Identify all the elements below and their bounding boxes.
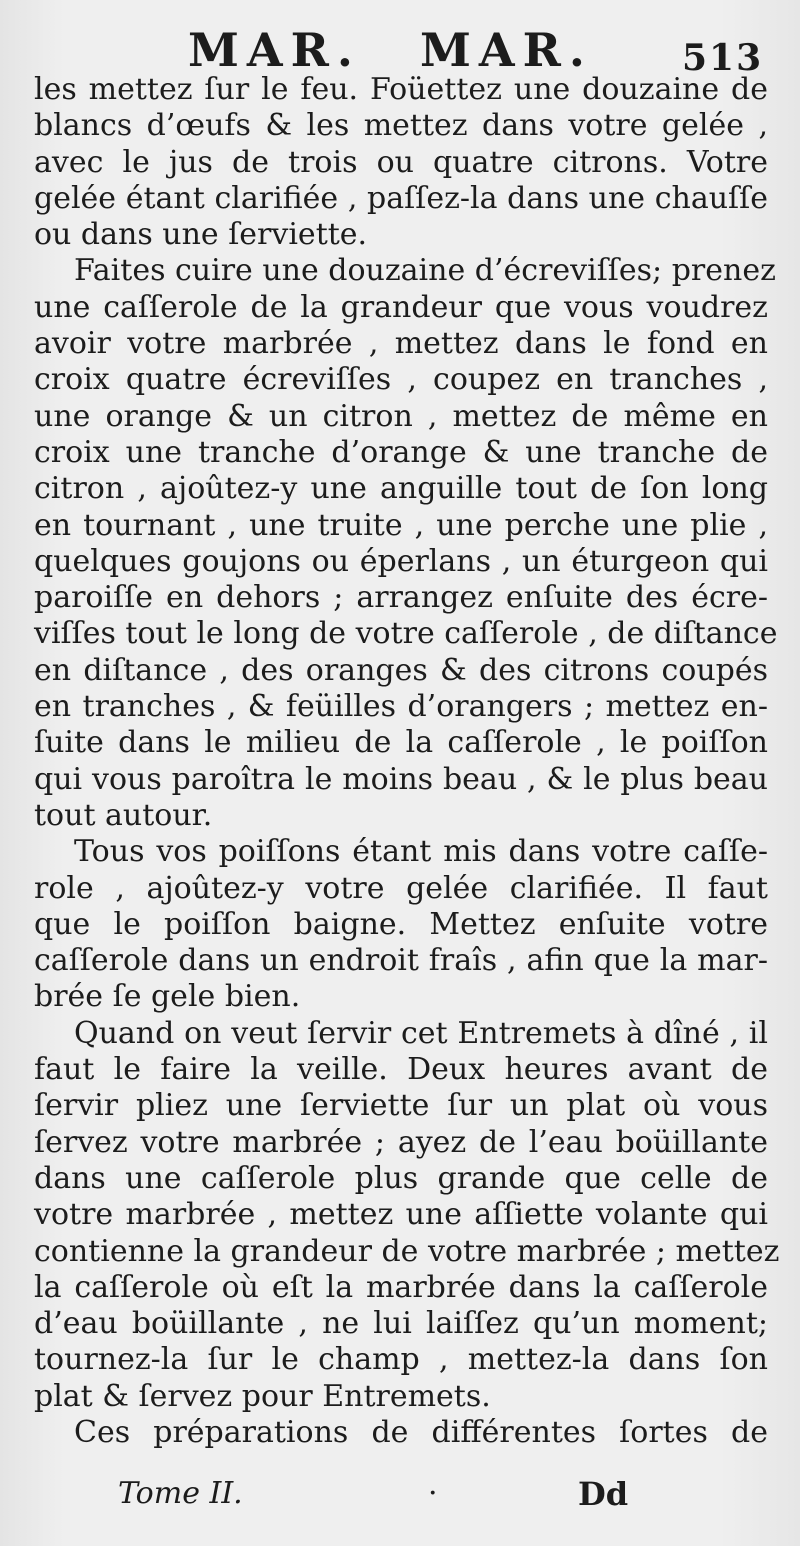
text-line: contienne la grandeur de votre marbrée ; mettez <box>34 1233 780 1269</box>
header-left-title: MAR. <box>188 23 361 77</box>
text-line: croix une tranche d’orange & une tranche de <box>34 434 768 470</box>
paragraph-4 <box>34 1015 780 1415</box>
running-header <box>0 10 800 80</box>
text-line: en diſtance , des oranges & des citrons coupés <box>34 652 768 688</box>
text-line: gelée étant clarifiée , paſſez-la dans une chauſſe <box>34 180 768 216</box>
text-line: tournez-la ſur le champ , mettez-la dans ſon <box>34 1342 768 1378</box>
text-line: ſervez votre marbrée ; ayez de l’eau boüillante <box>34 1124 768 1160</box>
text-line: role , ajoûtez-y votre gelée clarifiée. Il faut <box>34 870 768 906</box>
text-line: ſuite dans le milieu de la caſſerole , le poiſſon <box>34 725 768 761</box>
text-line: votre marbrée , mettez une aſſiette volante qui <box>34 1197 768 1233</box>
signature-mark: Dd <box>578 1475 629 1513</box>
text-line: blancs d’œufs & les mettez dans votre gelée , <box>34 108 768 144</box>
text-line: une caſſerole de la grandeur que vous voudrez <box>34 289 768 325</box>
text-line: avoir votre marbrée , mettez dans le fond en <box>34 326 768 362</box>
text-line: ſervir pliez une ſerviette ſur un plat où vous <box>34 1088 768 1124</box>
text-line: ou dans une ſerviette. <box>34 217 368 253</box>
text-line: viſſes tout le long de votre caſſerole , de diſtance <box>34 616 778 652</box>
paragraph-1 <box>34 72 768 253</box>
page-number: 513 <box>682 37 764 79</box>
text-line: quelques goujons ou éperlans , un éturgeon qui <box>34 543 768 579</box>
paragraph-2 <box>34 253 778 834</box>
volume-label: Tome II. <box>118 1476 243 1511</box>
text-line: la caſſerole où eſt la marbrée dans la caſſerole <box>34 1269 768 1305</box>
text-line: citron , ajoûtez-y une anguille tout de ſon long <box>34 471 768 507</box>
text-line: une orange & un citron , mettez de même en <box>34 398 768 434</box>
text-line: Quand on veut ſervir cet Entremets à dîné , il <box>74 1015 768 1051</box>
text-line: en tournant , une truite , une perche une plie , <box>34 507 768 543</box>
text-line: plat & ſervez pour Entremets. <box>34 1378 491 1414</box>
text-line: d’eau boüillante , ne lui laiſſez qu’un moment; <box>34 1306 768 1342</box>
body-text <box>34 72 780 1451</box>
text-line: tout autour. <box>34 797 213 833</box>
paragraph-5 <box>34 1415 768 1451</box>
text-line: Ces préparations de différentes ſortes de <box>74 1414 768 1450</box>
text-line: faut le faire la veille. Deux heures avant de <box>34 1052 768 1088</box>
text-line: en tranches , & feüilles d’orangers ; mettez en- <box>34 689 768 725</box>
text-line: paroiſſe en dehors ; arrangez enſuite des écre- <box>34 580 768 616</box>
text-line: que le poiſſon baigne. Mettez enſuite votre <box>34 906 768 942</box>
text-line: dans une caſſerole plus grande que celle de <box>34 1160 768 1196</box>
text-line: Tous vos poiſſons étant mis dans votre caſſe- <box>74 834 768 870</box>
page-footer <box>0 1474 800 1514</box>
text-line: caſſerole dans un endroit fraîs , afin que la mar- <box>34 943 768 979</box>
text-line: brée ſe gele bien. <box>34 979 301 1015</box>
text-line: les mettez ſur le feu. Foüettez une douzaine de <box>34 72 768 107</box>
footer-dot: · <box>428 1476 438 1511</box>
text-line: qui vous paroîtra le moins beau , & le plus beau <box>34 761 768 797</box>
text-line: Faites cuire une douzaine d’écreviſſes; prenez <box>74 253 776 289</box>
text-line: croix quatre écreviſſes , coupez en tranches , <box>34 362 768 398</box>
paragraph-3 <box>34 834 768 1015</box>
header-right-title: MAR. <box>420 23 593 77</box>
text-line: avec le jus de trois ou quatre citrons. Votre <box>34 144 768 180</box>
